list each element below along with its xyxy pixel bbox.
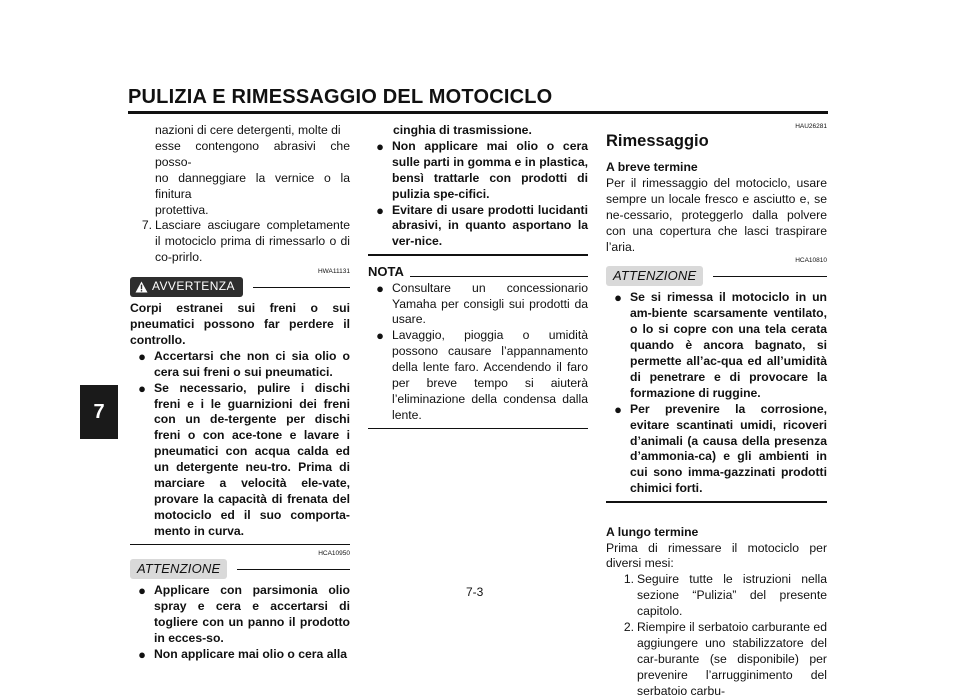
attention-bullet <box>130 647 350 663</box>
bullet-text: Lavaggio, pioggia o umidità possono causare l’appannamento della lente faro. Accendendo il faro per breve tempo si aiuterà l’eliminazione della condensa dalla lente. <box>392 328 588 422</box>
attention-bullet <box>368 203 588 251</box>
step-text: Riempire il serbatoio carburante ed aggiungere uno stabilizzatore del car-burante (se disponibile) per prevenire l’arrugginimento del serbatoio carbu- <box>637 620 827 698</box>
bullet-icon: ● <box>138 348 146 364</box>
column-left <box>130 123 350 663</box>
subsection-title: A breve termine <box>606 160 698 174</box>
note-header <box>368 264 588 280</box>
bullet-icon: ● <box>138 646 146 662</box>
note-label: NOTA <box>368 263 404 279</box>
attention-header-line <box>237 569 350 570</box>
warning-badge <box>130 277 243 297</box>
note-bullet <box>368 281 588 329</box>
bullet-text: Consultare un concessionario Yamaha per consigli sui prodotti da usare. <box>392 280 588 327</box>
attention-header <box>606 266 827 286</box>
attention-code: HCA10810 <box>795 257 827 265</box>
note-header-line <box>410 276 588 277</box>
title-underline <box>128 111 828 114</box>
column-middle <box>368 123 588 434</box>
attention-code: HCA10950 <box>318 550 350 558</box>
attention-end-rule <box>368 254 588 256</box>
continued-text-line: protettiva. <box>155 202 209 217</box>
paragraph: Prima di rimessare il motociclo per diversi mesi: <box>606 540 827 571</box>
warning-code: HWA11131 <box>317 268 350 276</box>
warning-bullet <box>130 349 350 381</box>
section-title: Rimessaggio <box>606 132 709 150</box>
bullet-icon: ● <box>614 401 622 417</box>
note-end-rule <box>368 428 588 429</box>
page-number: 7-3 <box>466 585 484 599</box>
bullet-text: Accertarsi che non ci sia olio o cera sui freni o sui pneumatici. <box>154 348 350 379</box>
bullet-icon: ● <box>376 138 384 154</box>
warning-end-rule <box>130 544 350 546</box>
bullet-icon: ● <box>614 290 622 306</box>
bullet-icon: ● <box>376 202 384 218</box>
bullet-text: Per prevenire la corrosione, evitare scantinati umidi, ricoveri d’animali (a causa della presenza d’ammonia-ca) e gli ambienti in cui sono imma-gazzinati prodotti chimici forti. <box>630 401 827 496</box>
step-text: Seguire tutte le istruzioni nella sezione “Pulizia” del presente capitolo. <box>637 572 827 619</box>
bullet-text: Evitare di usare prodotti lucidanti abrasivi, in quanto asportano la ver-nice. <box>392 202 588 249</box>
attention-label: ATTENZIONE <box>606 266 703 286</box>
chapter-tab: 7 <box>80 385 118 439</box>
warning-bullet <box>130 381 350 540</box>
bullet-text: Se si rimessa il motociclo in un am-biente scarsamente ventilato, o lo si copre con una tela cerata quando è ancora bagnato, si permette all’ac-qua ed all’umidità di penetrare e di provocare la formazione di ruggine. <box>630 290 827 400</box>
continued-bullet-text: cinghia di trasmissione. <box>393 123 532 137</box>
warning-header-line <box>253 287 350 288</box>
subsection-title: A lungo termine <box>606 524 699 539</box>
bullet-text: Applicare con parsimonia olio spray e cera e accertarsi di togliere con un panno il prodotto in ecces-so. <box>154 583 350 645</box>
bullet-icon: ● <box>376 328 384 344</box>
bullet-text: Non applicare mai olio o cera sulle parti in gomma e in plastica, bensì trattarle con prodotti di pulizia spe-cifici. <box>392 138 588 201</box>
bullet-icon: ● <box>376 280 384 296</box>
warning-intro: Corpi estranei sui freni o sui pneumatici possono far perdere il controllo. <box>130 301 350 347</box>
note-bullet <box>368 328 588 423</box>
step-2 <box>606 620 827 700</box>
step-number: 7. <box>141 218 152 233</box>
page-title: PULIZIA E RIMESSAGGIO DEL MOTOCICLO <box>128 86 553 108</box>
step-7 <box>130 218 350 266</box>
bullet-icon: ● <box>138 583 146 599</box>
step-1 <box>606 572 827 620</box>
attention-header-line <box>713 276 827 277</box>
attention-bullet <box>368 139 588 203</box>
paragraph: Per il rimessaggio del motociclo, usare sempre un locale fresco e asciutto e, se ne-cessario, proteggerlo dalla polvere con una copertura che lasci traspirare l’aria. <box>606 175 827 254</box>
warning-header <box>130 277 350 297</box>
warning-label: AVVERTENZA <box>152 279 235 294</box>
bullet-text: Non applicare mai olio o cera alla <box>154 646 348 661</box>
continued-text-line: esse contengono abrasivi che posso- <box>155 138 350 169</box>
attention-bullet <box>606 290 827 401</box>
section-code: HAU26281 <box>795 123 827 130</box>
warning-triangle-icon <box>135 281 148 293</box>
step-number: 2. <box>623 620 634 635</box>
attention-header <box>130 559 350 579</box>
continued-text-line: no danneggiare la vernice o la finitura <box>155 170 350 201</box>
bullet-text: Se necessario, pulire i dischi freni e i le guarnizioni dei freni con un de-tergente per dischi freni o con ace-tone e lavare i pneumatici con acqua calda ed un detergente neu-tro. Prima di marciare a velocità ele-vate, provare la capacità di frenata del motociclo ed il suo comporta-mento in curva. <box>154 380 350 538</box>
attention-bullet <box>130 583 350 647</box>
attention-label: ATTENZIONE <box>130 559 227 579</box>
continued-text-line: nazioni di cere detergenti, molte di <box>155 123 341 137</box>
attention-end-rule <box>606 501 827 503</box>
attention-bullet <box>606 402 827 497</box>
step-text: Lasciare asciugare completamente il motociclo prima di rimessarlo o di co-prirlo. <box>155 218 350 265</box>
step-number: 1. <box>623 572 634 587</box>
column-right <box>606 123 827 700</box>
bullet-icon: ● <box>138 380 146 396</box>
